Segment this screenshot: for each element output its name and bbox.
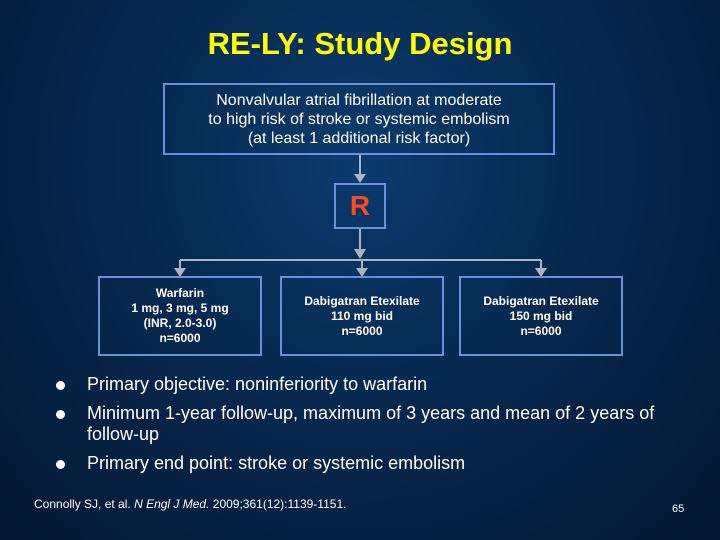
bullet-dot-icon <box>56 410 65 419</box>
bullet-text: Primary objective: noninferiority to warfarin <box>87 374 428 394</box>
arm-line: n=6000 <box>520 323 562 338</box>
arm-dabigatran-110-box <box>280 276 444 356</box>
bullet-item <box>56 453 676 474</box>
bullet-list <box>56 374 676 482</box>
arm-line: (INR, 2.0-3.0) <box>143 316 217 330</box>
population-line: (at least 1 additional risk factor) <box>247 129 471 147</box>
citation <box>34 497 346 511</box>
arrowhead-to-r <box>354 174 366 183</box>
page-number: 65 <box>672 503 685 515</box>
arm-line: 1 mg, 3 mg, 5 mg <box>131 301 229 315</box>
arm-warfarin-box <box>98 276 262 356</box>
arm-dabigatran-150-box <box>459 276 623 356</box>
arm-line: n=6000 <box>341 323 383 338</box>
arm-line: Dabigatran Etexilate <box>483 293 599 308</box>
bullet-dot-icon <box>56 460 65 469</box>
arm-line: Dabigatran Etexilate <box>304 293 420 308</box>
arm-line: Warfarin <box>155 286 205 300</box>
arm-line: 150 mg bid <box>509 308 573 323</box>
bullet-item <box>56 374 676 395</box>
citation-details: 2009;361(12):1139-1151. <box>212 497 347 511</box>
population-box <box>163 83 555 155</box>
population-line: to high risk of stroke or systemic embolism <box>208 110 510 128</box>
arm-line: n=6000 <box>159 331 201 345</box>
citation-authors: Connolly SJ, et al. <box>34 497 131 511</box>
bullet-dot-icon <box>56 381 65 390</box>
bullet-item <box>56 403 676 445</box>
bullet-text: Primary end point: stroke or systemic embolism <box>87 453 466 473</box>
arrowhead-r-split <box>354 249 366 259</box>
slide-title: RE-LY: Study Design <box>207 26 513 61</box>
citation-journal: N Engl J Med. <box>134 497 210 511</box>
arm-line: 110 mg bid <box>330 308 394 323</box>
bullet-text: Minimum 1-year follow-up, maximum of 3 years and mean of 2 years of follow-up <box>87 403 655 444</box>
population-line: Nonvalvular atrial fibrillation at moderate <box>216 91 502 109</box>
randomization-box: R <box>334 183 386 229</box>
